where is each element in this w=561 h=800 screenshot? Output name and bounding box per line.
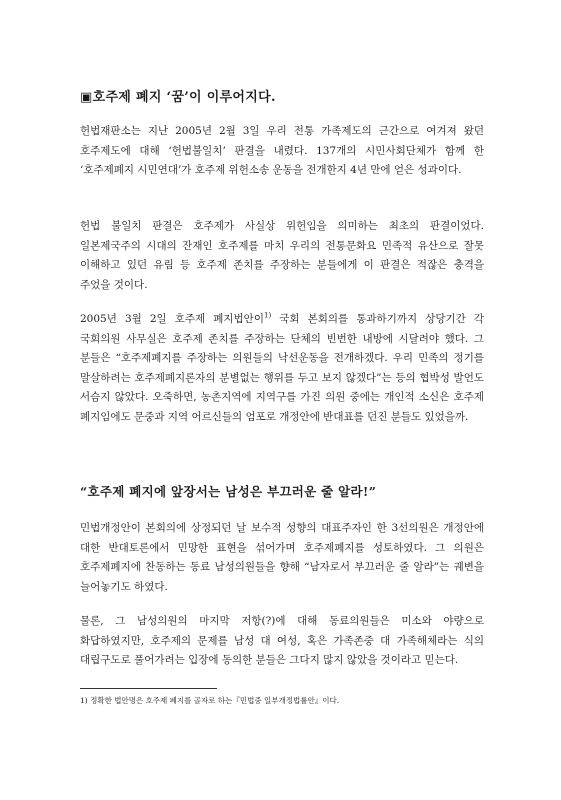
footnote-divider	[80, 688, 217, 689]
footnote-text: 1) 정확한 법안명은 호주제 폐지를 골자로 하는『민법중 일부개정법률안』이다.	[80, 696, 340, 705]
paragraph-ruling-significance: 헌법 불일치 판결은 호주제가 사실상 위헌임을 의미하는 최초의 판결이었다. 일본제국주의 시대의 잔재인 호주제를 마치 우리의 전통문화요 민족적 유산으로 잘못 이해하고 있던 유림 등 호주제 존치를 주장하는 분들에게 이 판결은 적잖은 충격을 주었을 것이다.	[80, 220, 484, 291]
paragraph-bill-passage-rest: 국회 본회의를 통과하기까지 상당기간 각 국회의원 사무실은 호주제 존치를 주장하는 단체의 빈번한 내방에 시달려야 했다. 그 분들은 “호주제폐지를 주장하는 의원들의 낙선운동을 전개하겠다. 우리 민족의 정기를 말살하려는 호주제폐지론자의 분별없는 행위를 두고 보지 않겠다”는 등의 협박성 발언도 서슴지 않았다. 오죽하면, 농촌지역에 지역구를 가진 의원 중에는 개인적 소신은 호주제 폐지임에도 문중과 지역 어르신들의 엄포로 개정안에 반대표를 던진 분들도 있었을까.	[80, 313, 484, 423]
paragraph-colleague-response: 물론, 그 남성의원의 마지막 저항(?)에 대해 동료의원들은 미소와 야량으로 화답하였지만, 호주제의 문제를 남성 대 여성, 혹은 가족존중 대 가족해체라는 식의 대립구도로 풀어가려는 입장에 동의한 분들은 그다지 많지 않았을 것이라고 믿는다.	[80, 615, 484, 666]
section-heading-abolition-dream: ▣호주제 폐지 ‘꿈’이 이루어지다.	[80, 90, 276, 105]
section-heading-quote: “호주제 폐지에 앞장서는 남성은 부끄러운 줄 알라!”	[80, 484, 377, 499]
paragraph-bill-passage	[80, 310, 484, 427]
paragraph-constitutional-ruling: 헌법재판소는 지난 2005년 2월 3일 우리 전통 가족제도의 근간으로 여겨져 왔던 호주제도에 대해 ‘헌법불일치’ 판결을 내렸다. 137개의 시민사회단체가 함께 한 ‘호주제폐지 시민연대’가 호주제 위헌소송 운동을 전개한지 4년 만에 얻은 성과이다.	[80, 125, 484, 176]
paragraph-bill-passage-lead: 2005년 3월 2일 호주제 폐지법안이	[80, 313, 264, 325]
footnote-reference: 1)	[263, 311, 272, 320]
paragraph-plenary-debate: 민법개정안이 본회의에 상정되던 날 보수적 성향의 대표주자인 한 3선의원은 개정안에 대한 반대토론에서 민망한 표현을 섞어가며 호주제폐지를 성토하였다. 그 의원은 호주제폐지에 찬동하는 동료 남성의원들을 향해 “남자로서 부끄러운 줄 알라”는 궤변을 늘어놓기도 하였다.	[80, 522, 484, 593]
